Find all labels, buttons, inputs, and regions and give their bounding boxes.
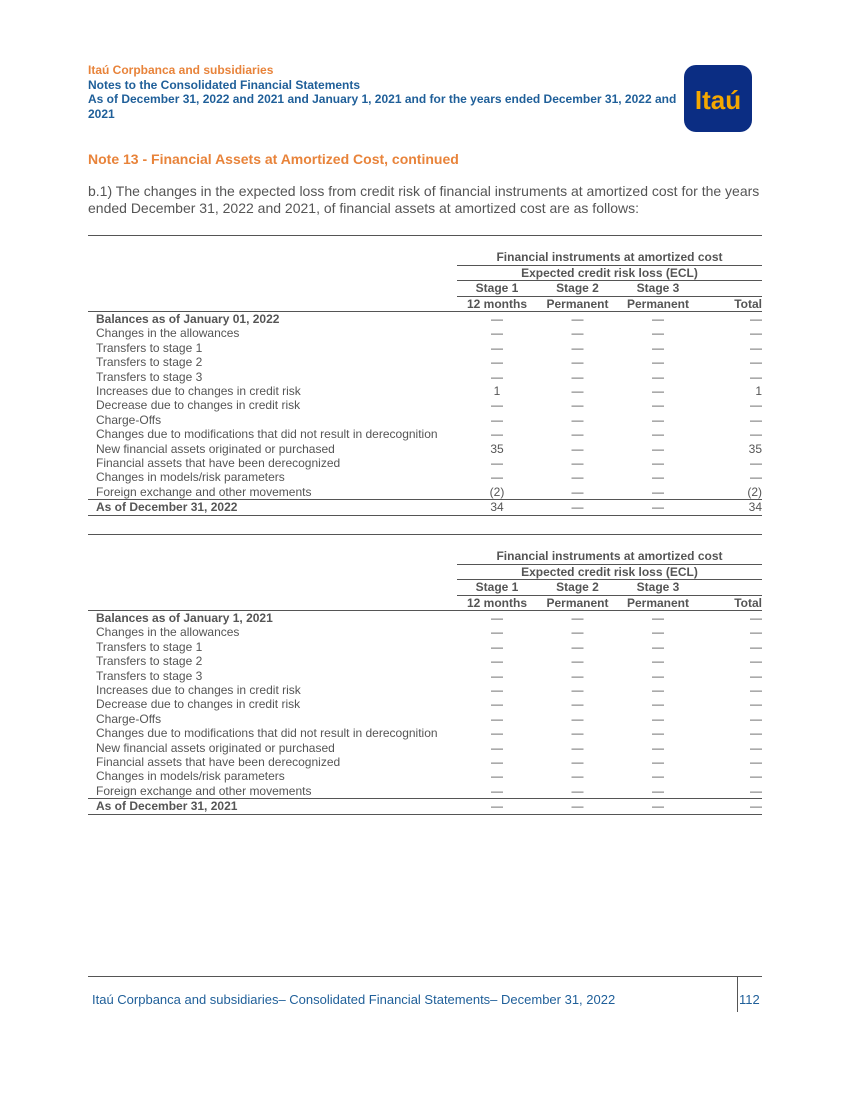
- cell-stage3: —: [618, 485, 698, 500]
- cell-stage2: —: [571, 441, 584, 456]
- row-label: New financial assets originated or purchased: [96, 740, 335, 755]
- cell-stage2: —: [571, 326, 584, 341]
- cell-total: —: [750, 697, 762, 712]
- header-stage3: Stage 3: [618, 281, 698, 296]
- total-stage2: —: [537, 799, 618, 814]
- cell-total: —: [750, 639, 762, 654]
- total-row: [88, 799, 762, 814]
- cell-total: —: [750, 355, 762, 370]
- company-name: Itaú Corpbanca and subsidiaries: [88, 63, 274, 77]
- page-number: 112: [739, 992, 760, 1007]
- row-label: Increases due to changes in credit risk: [96, 384, 301, 399]
- cell-stage2: —: [571, 668, 584, 683]
- cell-stage3: —: [652, 755, 664, 770]
- total-total: —: [698, 799, 762, 814]
- cell-stage2: —: [571, 427, 584, 442]
- header-subgroup: Expected credit risk loss (ECL): [457, 265, 762, 280]
- header-12-months: 12 months: [457, 296, 537, 311]
- cell-stage3: —: [652, 312, 664, 327]
- cell-stage3: —: [652, 326, 664, 341]
- table-row: [88, 683, 762, 697]
- table-row: [88, 384, 762, 398]
- cell-stage1: —: [491, 312, 503, 327]
- cell-stage1: —: [491, 326, 503, 341]
- table-row: [88, 427, 762, 441]
- cell-stage1: —: [491, 654, 503, 669]
- cell-stage1: —: [491, 711, 503, 726]
- row-label: Transfers to stage 2: [96, 355, 203, 370]
- total-label: As of December 31, 2021: [88, 799, 457, 814]
- table-row: [88, 625, 762, 639]
- table-row: [88, 784, 762, 799]
- cell-stage1: —: [491, 769, 503, 784]
- total-label: As of December 31, 2022: [88, 500, 457, 515]
- row-label: Changes in models/risk parameters: [96, 769, 285, 784]
- total-stage2: —: [537, 500, 618, 515]
- row-label: Increases due to changes in credit risk: [96, 683, 301, 698]
- logo-text: Itaú: [694, 84, 742, 115]
- table-row: [88, 669, 762, 683]
- header-group: Financial instruments at amortized cost: [457, 250, 762, 265]
- row-label: Changes in the allowances: [96, 326, 240, 341]
- cell-total: —: [750, 740, 762, 755]
- cell-stage3: —: [652, 668, 664, 683]
- cell-stage3: —: [652, 711, 664, 726]
- cell-total: (2): [698, 485, 762, 500]
- table-row: [88, 370, 762, 384]
- cell-stage1: —: [457, 784, 537, 799]
- cell-total: —: [750, 611, 762, 626]
- header-group: Financial instruments at amortized cost: [457, 549, 762, 564]
- cell-total: —: [750, 726, 762, 741]
- cell-total: 35: [748, 441, 762, 456]
- cell-stage3: —: [652, 384, 664, 399]
- total-row: [88, 500, 762, 515]
- header-total: Total: [698, 595, 762, 610]
- cell-stage3: —: [652, 340, 664, 355]
- cell-total: —: [750, 769, 762, 784]
- cell-stage1: —: [491, 355, 503, 370]
- cell-stage2: —: [571, 369, 584, 384]
- cell-stage3: —: [652, 611, 664, 626]
- cell-stage1: —: [491, 726, 503, 741]
- table-row: [88, 312, 762, 327]
- cell-stage2: —: [571, 412, 584, 427]
- row-label: Foreign exchange and other movements: [96, 484, 312, 499]
- header-stage3: Stage 3: [618, 580, 698, 595]
- cell-stage1: —: [491, 412, 503, 427]
- cell-stage1: —: [491, 456, 503, 471]
- header-permanent-3: Permanent: [618, 595, 698, 610]
- cell-stage1: 1: [493, 384, 501, 399]
- header-period: As of December 31, 2022 and 2021 and January 1, 2021 and for the years ended December 31, 2022 and 2021: [88, 92, 677, 121]
- note-title: Note 13 - Financial Assets at Amortized Cost, continued: [88, 151, 459, 167]
- cell-stage3: —: [652, 740, 664, 755]
- table-row: [88, 341, 762, 355]
- cell-stage1: —: [491, 340, 503, 355]
- cell-total: —: [750, 755, 762, 770]
- footer-page-divider: [737, 976, 738, 1012]
- document-header: [88, 63, 688, 121]
- cell-stage1: —: [491, 398, 503, 413]
- cell-stage3: —: [652, 625, 664, 640]
- cell-total: —: [750, 427, 762, 442]
- table-row: [88, 470, 762, 484]
- row-label: Balances as of January 1, 2021: [96, 611, 273, 626]
- row-label: Transfers to stage 3: [96, 668, 203, 683]
- cell-total: —: [750, 340, 762, 355]
- cell-stage2: —: [571, 711, 584, 726]
- header-total: Total: [698, 296, 762, 311]
- table-row: [88, 726, 762, 740]
- itau-logo-mark: [688, 79, 748, 119]
- cell-total: —: [750, 668, 762, 683]
- cell-stage1: —: [491, 427, 503, 442]
- header-subtitle: Notes to the Consolidated Financial Statements: [88, 77, 361, 92]
- table-row: [88, 485, 762, 500]
- cell-stage1: —: [491, 625, 503, 640]
- cell-stage3: —: [652, 654, 664, 669]
- cell-stage2: —: [571, 683, 584, 698]
- cell-stage1: (2): [457, 485, 537, 500]
- table-row: [88, 769, 762, 783]
- cell-stage3: —: [652, 398, 664, 413]
- cell-stage2: —: [571, 398, 584, 413]
- cell-stage1: 35: [490, 441, 504, 456]
- table-row: [88, 355, 762, 369]
- cell-stage3: —: [652, 369, 664, 384]
- cell-stage1: —: [491, 668, 503, 683]
- cell-total: —: [750, 683, 762, 698]
- row-label: Transfers to stage 2: [96, 654, 203, 669]
- table-row: [88, 654, 762, 668]
- cell-stage3: —: [652, 769, 664, 784]
- cell-stage2: —: [571, 384, 584, 399]
- cell-total: —: [750, 711, 762, 726]
- table-row: [88, 697, 762, 711]
- row-label: Changes due to modifications that did not result in derecognition: [96, 427, 438, 442]
- cell-total: —: [750, 412, 762, 427]
- cell-stage3: —: [652, 639, 664, 654]
- row-label: Changes in the allowances: [96, 625, 240, 640]
- cell-stage1: —: [491, 697, 503, 712]
- header-stage1: Stage 1: [457, 281, 537, 296]
- footer-text: Itaú Corpbanca and subsidiaries– Consolidated Financial Statements– December 31, 2022: [92, 992, 616, 1007]
- cell-stage2: —: [571, 740, 584, 755]
- table-row: [88, 413, 762, 427]
- cell-stage3: —: [652, 441, 664, 456]
- cell-stage3: —: [618, 784, 698, 799]
- cell-stage2: —: [571, 340, 584, 355]
- total-stage1: —: [457, 799, 537, 814]
- header-permanent-3: Permanent: [618, 296, 698, 311]
- row-label: Decrease due to changes in credit risk: [96, 697, 301, 712]
- cell-total: —: [698, 784, 762, 799]
- cell-stage1: —: [491, 369, 503, 384]
- cell-stage1: —: [491, 683, 503, 698]
- cell-total: —: [750, 470, 762, 485]
- cell-stage2: —: [537, 784, 618, 799]
- cell-stage2: —: [537, 485, 618, 500]
- row-label: New financial assets originated or purchased: [96, 441, 335, 456]
- header-permanent-2: Permanent: [537, 595, 618, 610]
- header-12-months: 12 months: [457, 595, 537, 610]
- cell-stage2: —: [571, 755, 584, 770]
- cell-stage2: —: [571, 654, 584, 669]
- table-row: [88, 741, 762, 755]
- table-row: [88, 712, 762, 726]
- table-row: [88, 442, 762, 456]
- table-body-2021: [88, 611, 762, 815]
- table-row: [88, 456, 762, 470]
- cell-total: —: [750, 326, 762, 341]
- header-subgroup: Expected credit risk loss (ECL): [457, 564, 762, 579]
- row-label: Financial assets that have been derecognized: [96, 456, 341, 471]
- ecl-table-2022: [88, 235, 762, 516]
- cell-total: 1: [755, 384, 762, 399]
- cell-stage3: —: [652, 683, 664, 698]
- table-row: [88, 755, 762, 769]
- cell-stage1: —: [491, 740, 503, 755]
- table-row: [88, 398, 762, 412]
- ecl-table-2021: [88, 534, 762, 815]
- cell-stage2: —: [571, 355, 584, 370]
- cell-stage2: —: [571, 611, 584, 626]
- cell-stage2: —: [571, 456, 584, 471]
- row-label: Financial assets that have been derecognized: [96, 755, 341, 770]
- itau-logo: [684, 65, 752, 132]
- cell-stage2: —: [571, 312, 584, 327]
- total-stage3: —: [618, 500, 698, 515]
- row-label: Charge-Offs: [96, 412, 162, 427]
- table-row: [88, 611, 762, 626]
- cell-stage1: —: [491, 470, 503, 485]
- cell-stage2: —: [571, 625, 584, 640]
- row-label: Decrease due to changes in credit risk: [96, 398, 301, 413]
- intro-paragraph: b.1) The changes in the expected loss from credit risk of financial instruments at amortized cost for the years ended December 31, 2022 and 2021, of financial assets at amortized cost are as follows:: [88, 183, 760, 216]
- cell-stage3: —: [652, 355, 664, 370]
- total-stage3: —: [618, 799, 698, 814]
- cell-total: —: [750, 398, 762, 413]
- row-label: Changes in models/risk parameters: [96, 470, 285, 485]
- row-label: Transfers to stage 1: [96, 639, 203, 654]
- cell-stage2: —: [571, 639, 584, 654]
- cell-total: —: [750, 312, 762, 327]
- table-row: [88, 326, 762, 340]
- cell-total: —: [750, 654, 762, 669]
- header-stage1: Stage 1: [457, 580, 537, 595]
- cell-stage1: —: [491, 611, 503, 626]
- table-row: [88, 640, 762, 654]
- row-label: Transfers to stage 3: [96, 369, 203, 384]
- cell-stage1: —: [491, 755, 503, 770]
- cell-stage3: —: [652, 456, 664, 471]
- cell-stage3: —: [652, 470, 664, 485]
- total-stage1: 34: [457, 500, 537, 515]
- cell-stage2: —: [571, 470, 584, 485]
- cell-stage3: —: [652, 726, 664, 741]
- cell-stage1: —: [491, 639, 503, 654]
- footer-divider: [88, 976, 762, 977]
- row-label: Foreign exchange and other movements: [96, 783, 312, 798]
- row-label: Transfers to stage 1: [96, 340, 203, 355]
- cell-total: —: [750, 456, 762, 471]
- cell-total: —: [750, 369, 762, 384]
- cell-stage2: —: [571, 697, 584, 712]
- table-body-2022: [88, 312, 762, 516]
- cell-stage3: —: [652, 427, 664, 442]
- cell-stage3: —: [652, 697, 664, 712]
- cell-total: —: [750, 625, 762, 640]
- cell-stage3: —: [652, 412, 664, 427]
- cell-stage2: —: [571, 769, 584, 784]
- header-permanent-2: Permanent: [537, 296, 618, 311]
- row-label: Charge-Offs: [96, 711, 162, 726]
- total-total: 34: [698, 500, 762, 515]
- row-label: Balances as of January 01, 2022: [96, 312, 280, 327]
- header-stage2: Stage 2: [537, 281, 618, 296]
- row-label: Changes due to modifications that did not result in derecognition: [96, 726, 438, 741]
- header-stage2: Stage 2: [537, 580, 618, 595]
- cell-stage2: —: [571, 726, 584, 741]
